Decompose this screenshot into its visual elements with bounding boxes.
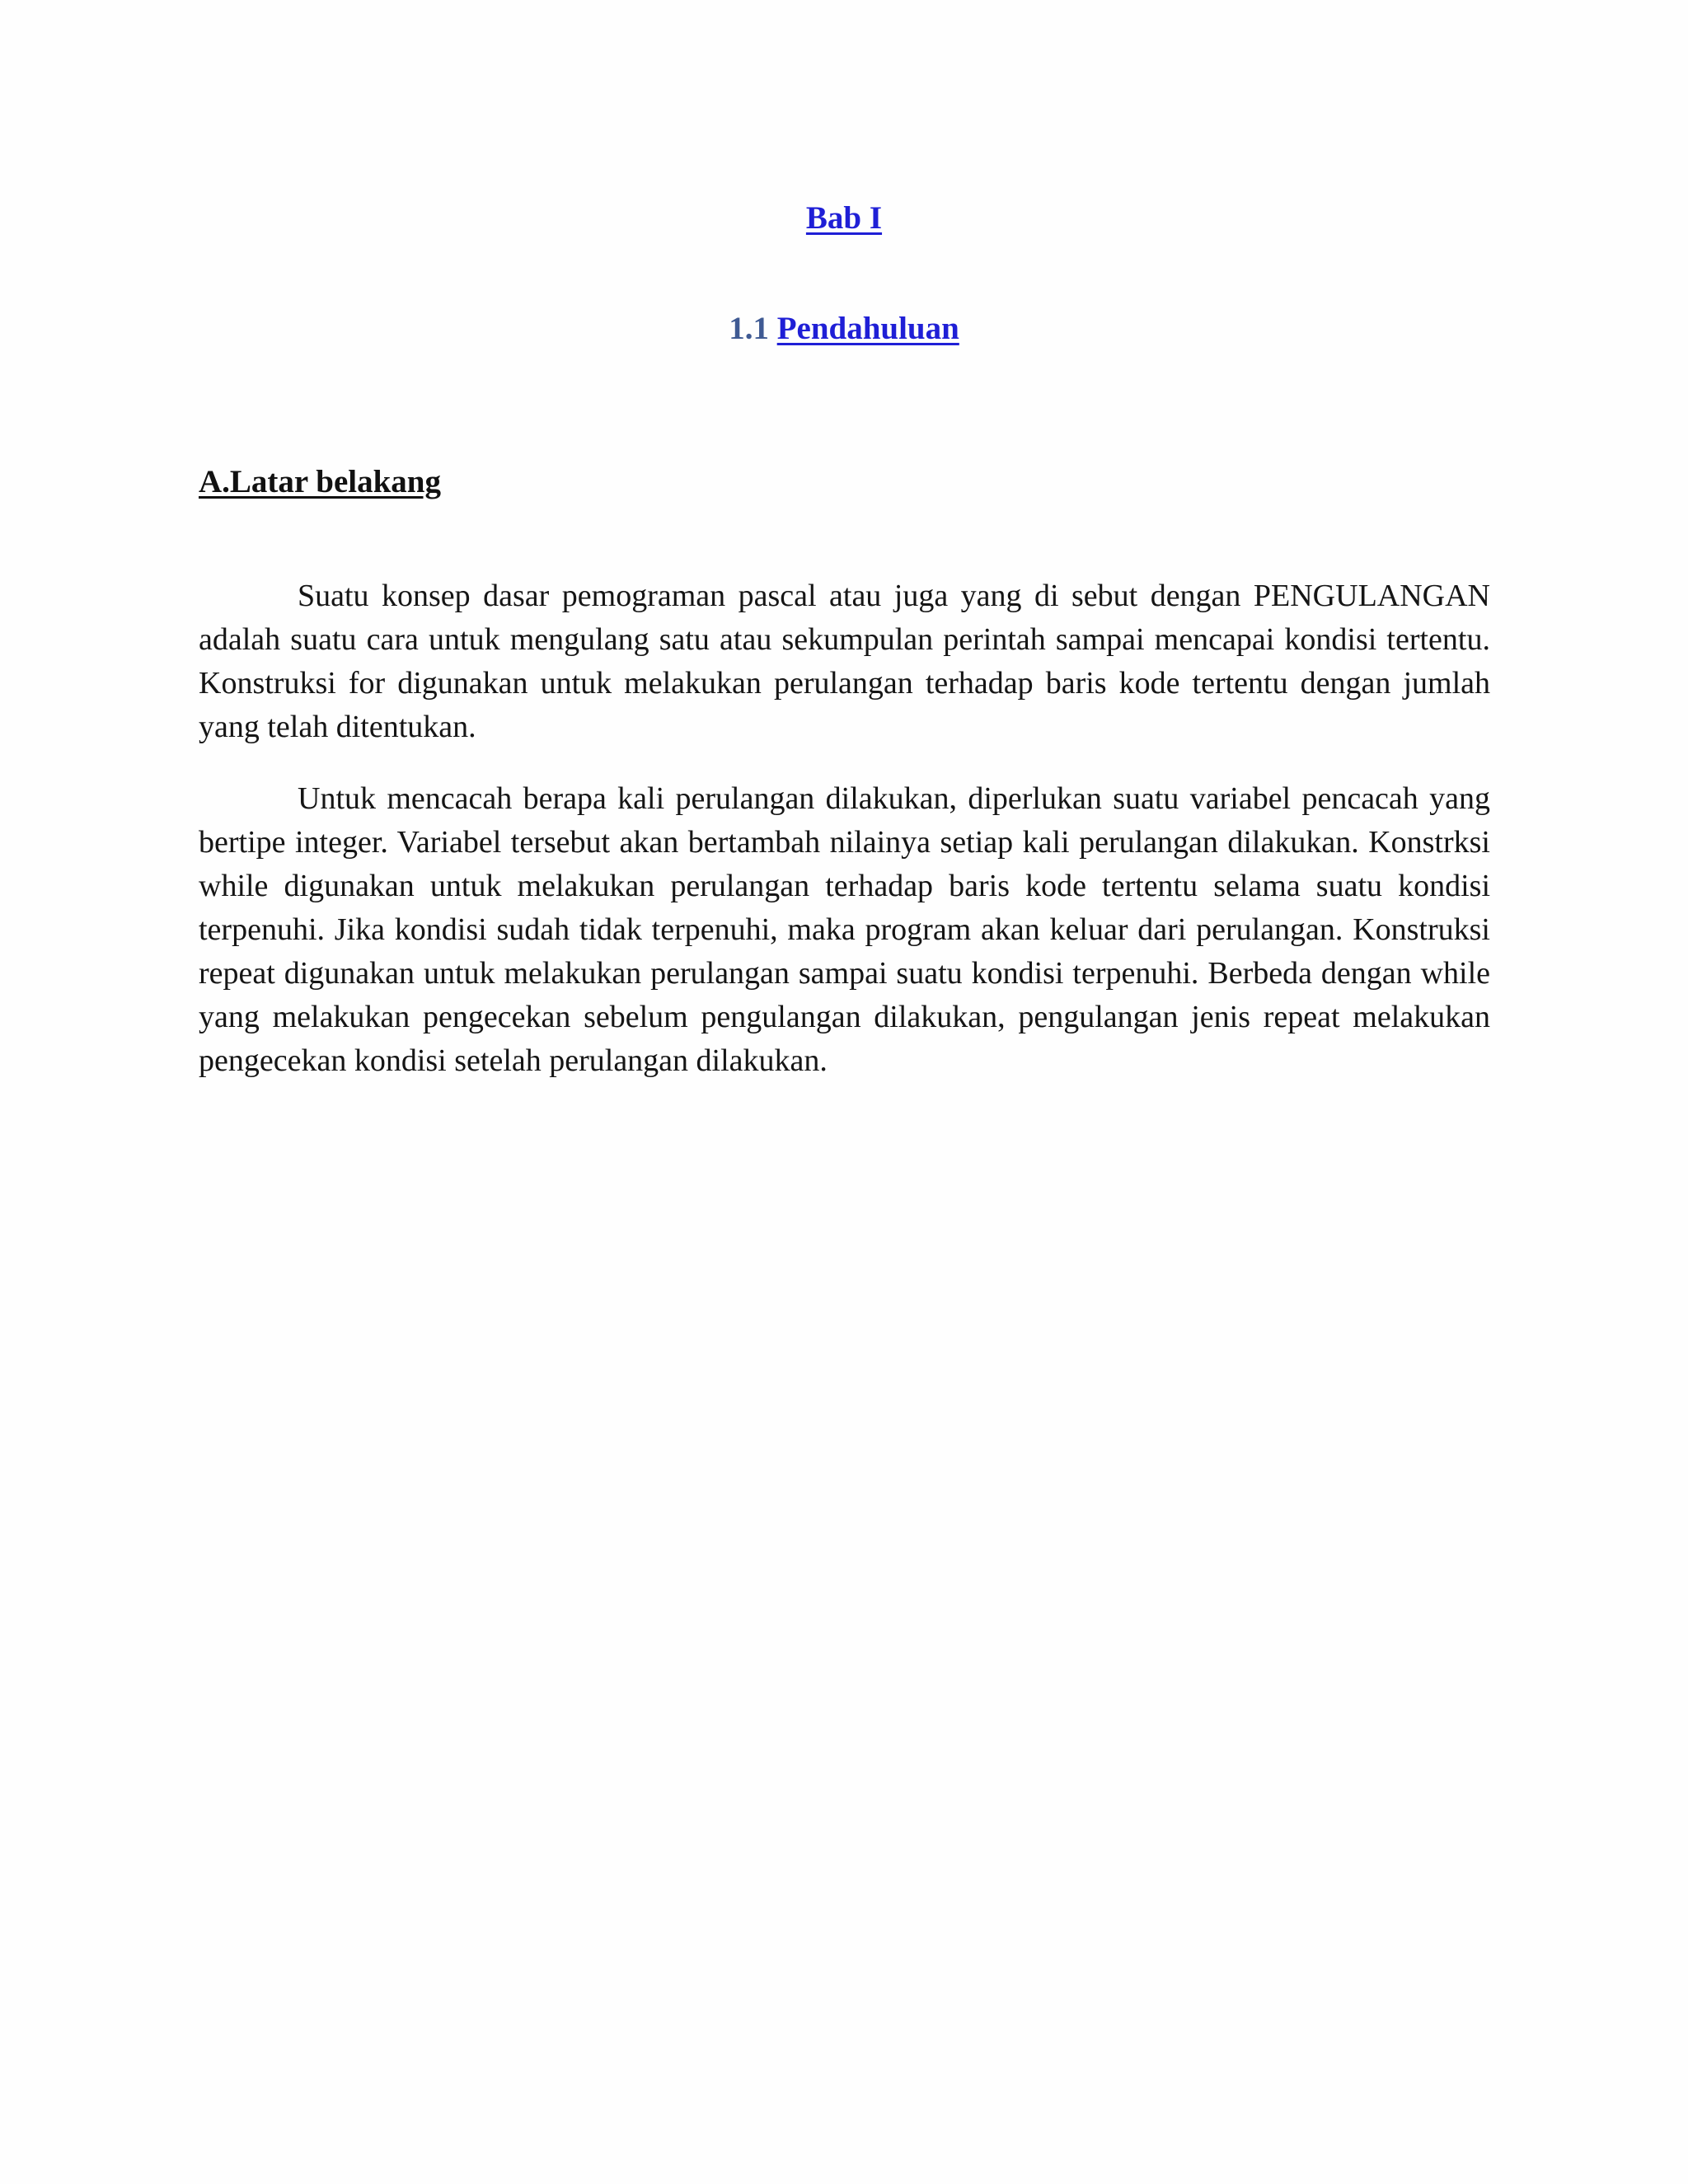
section-number: 1.1 <box>729 311 769 346</box>
body-paragraph-2: Untuk mencacah berapa kali perulangan dilakukan, diperlukan suatu variabel pencacah yang bertipe integer. Variabel tersebut akan bertambah nilainya setiap kali perulangan dilakukan. Konstrksi while digunakan untuk melakukan perulangan terhadap baris kode tertentu selama suatu kondisi terpenuhi. Jika kondisi sudah tidak terpenuhi, maka program akan keluar dari perulangan. Konstruksi repeat digunakan untuk melakukan perulangan sampai suatu kondisi terpenuhi. Berbeda dengan while yang melakukan pengecekan sebelum pengulangan dilakukan, pengulangan jenis repeat melakukan pengecekan kondisi setelah perulangan dilakukan. <box>199 781 1490 1078</box>
section-title-link[interactable]: Pendahuluan <box>776 311 959 346</box>
chapter-title-link[interactable]: Bab I <box>805 200 883 236</box>
chapter-heading <box>0 196 1688 241</box>
body-paragraph-1: Suatu konsep dasar pemograman pascal atau juga yang di sebut dengan PENGULANGAN adalah suatu cara untuk mengulang satu atau sekumpulan perintah sampai mencapai kondisi tertentu. Konstruksi for digunakan untuk melakukan perulangan terhadap baris kode tertentu dengan jumlah yang telah ditentukan. <box>199 579 1490 744</box>
section-heading <box>0 307 1688 351</box>
subheading: A.Latar belakang <box>199 464 441 499</box>
